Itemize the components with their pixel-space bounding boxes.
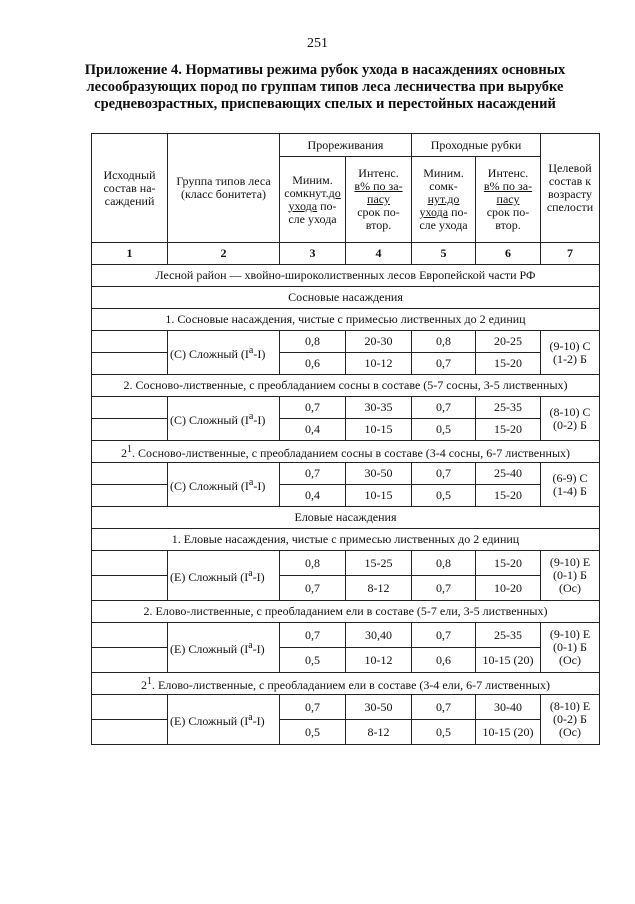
title-line-1: Приложение 4. Нормативы режима рубок ухода в насаждениях основных bbox=[84, 62, 566, 78]
cell: 0,5 bbox=[412, 419, 476, 441]
cell: 10-12 bbox=[346, 648, 412, 673]
title-line-3: средневозрастных, приспевающих спелых и перестойных насаждений bbox=[94, 96, 556, 112]
initial-composition-cell bbox=[92, 419, 168, 441]
target-composition-cell: (6-9) С (1-4) Б bbox=[541, 463, 600, 507]
header-min-closure-thinning: Миним. сомкнут.до ухода по- сле ухода bbox=[280, 157, 346, 243]
column-numbers-row bbox=[92, 243, 600, 265]
table-row bbox=[92, 463, 600, 485]
cell: 0,4 bbox=[280, 485, 346, 507]
initial-composition-cell bbox=[92, 331, 168, 353]
column-number: 2 bbox=[168, 243, 280, 265]
cell: 0,7 bbox=[280, 623, 346, 648]
header-passing-cuts: Проходные рубки bbox=[412, 134, 541, 157]
cell: 0,8 bbox=[412, 331, 476, 353]
header-intensity-thinning: Интенс. в% по за- пасу срок по- втор. bbox=[346, 157, 412, 243]
cell: 0,7 bbox=[412, 695, 476, 720]
cell: 0,8 bbox=[280, 551, 346, 576]
group-title: $2^1$. Сосново-лиственные, с преобладанием сосны в составе (3-4 сосны, 6-7 лиственных) bbox=[92, 441, 600, 463]
cell: 10-15 bbox=[346, 419, 412, 441]
header-initial-composition: Исходный состав на- саждений bbox=[92, 134, 168, 243]
forest-region-row: Лесной район — хвойно-широколиственных лесов Европейской части РФ bbox=[92, 265, 600, 287]
initial-composition-cell bbox=[92, 623, 168, 648]
cell: 30-35 bbox=[346, 397, 412, 419]
initial-composition-cell bbox=[92, 720, 168, 745]
forest-type-cell: (Е) Сложный $(I^а-I)$ bbox=[168, 695, 280, 745]
cell: 0,5 bbox=[280, 648, 346, 673]
cell: 10-15 (20) bbox=[476, 720, 541, 745]
cell: 0,7 bbox=[412, 397, 476, 419]
cell: 25-35 bbox=[476, 623, 541, 648]
forest-type-cell: (С) Сложный $(I^а-I)$ bbox=[168, 463, 280, 507]
cell: 15-25 bbox=[346, 551, 412, 576]
cell: 25-40 bbox=[476, 463, 541, 485]
title-line-2: лесообразующих пород по группам типов леса лесничества при вырубке bbox=[86, 79, 564, 95]
cell: 0,5 bbox=[412, 485, 476, 507]
cell: 15-20 bbox=[476, 353, 541, 375]
page-title bbox=[70, 62, 580, 113]
cell: 15-20 bbox=[476, 551, 541, 576]
table-row bbox=[92, 331, 600, 353]
cell: 8-12 bbox=[346, 720, 412, 745]
forest-type-cell: (С) Сложный $(I^а-I)$ bbox=[168, 397, 280, 441]
table-row bbox=[92, 695, 600, 720]
cell: 30-50 bbox=[346, 463, 412, 485]
cell: 30-40 bbox=[476, 695, 541, 720]
group-title: 1. Еловые насаждения, чистые с примесью лиственных до 2 единиц bbox=[92, 529, 600, 551]
table-row bbox=[92, 551, 600, 576]
initial-composition-cell bbox=[92, 353, 168, 375]
table-row bbox=[92, 623, 600, 648]
page-number: 251 bbox=[307, 36, 328, 51]
cell: 0,7 bbox=[412, 576, 476, 601]
target-composition-cell: (9-10) Е (0-1) Б (Ос) bbox=[541, 623, 600, 673]
cell: 30,40 bbox=[346, 623, 412, 648]
cell: 30-50 bbox=[346, 695, 412, 720]
cell: 20-25 bbox=[476, 331, 541, 353]
cell: 0,7 bbox=[280, 695, 346, 720]
column-number: 1 bbox=[92, 243, 168, 265]
header-thinning: Прореживания bbox=[280, 134, 412, 157]
target-composition-cell: (8-10) Е (0-2) Б (Ос) bbox=[541, 695, 600, 745]
initial-composition-cell bbox=[92, 551, 168, 576]
cell: 0,7 bbox=[280, 463, 346, 485]
cell: 0,8 bbox=[280, 331, 346, 353]
initial-composition-cell bbox=[92, 463, 168, 485]
cell: 0,7 bbox=[280, 397, 346, 419]
column-number: 7 bbox=[541, 243, 600, 265]
cell: 0,5 bbox=[412, 720, 476, 745]
cell: 15-20 bbox=[476, 419, 541, 441]
table-row bbox=[92, 397, 600, 419]
initial-composition-cell bbox=[92, 648, 168, 673]
cell: 0,6 bbox=[280, 353, 346, 375]
cell: 0,7 bbox=[280, 576, 346, 601]
cell: 10-20 bbox=[476, 576, 541, 601]
initial-composition-cell bbox=[92, 485, 168, 507]
norms-table bbox=[91, 133, 600, 745]
cell: 0,8 bbox=[412, 551, 476, 576]
cell: 0,4 bbox=[280, 419, 346, 441]
forest-type-cell: (Е) Сложный $(I^а-I)$ bbox=[168, 551, 280, 601]
initial-composition-cell bbox=[92, 576, 168, 601]
cell: 10-15 (20) bbox=[476, 648, 541, 673]
cell: 0,7 bbox=[412, 353, 476, 375]
group-title: 1. Сосновые насаждения, чистые с примесью лиственных до 2 единиц bbox=[92, 309, 600, 331]
header-min-closure-passing: Миним. сомк- нут.до ухода по- сле ухода bbox=[412, 157, 476, 243]
initial-composition-cell bbox=[92, 695, 168, 720]
initial-composition-cell bbox=[92, 397, 168, 419]
header-forest-type-group: Группа типов леса (класс бонитета) bbox=[168, 134, 280, 243]
cell: 0,5 bbox=[280, 720, 346, 745]
section-heading: Сосновые насаждения bbox=[92, 287, 600, 309]
cell: 15-20 bbox=[476, 485, 541, 507]
column-number: 5 bbox=[412, 243, 476, 265]
cell: 10-15 bbox=[346, 485, 412, 507]
target-composition-cell: (9-10) Е (0-1) Б (Ос) bbox=[541, 551, 600, 601]
cell: 25-35 bbox=[476, 397, 541, 419]
cell: 0,7 bbox=[412, 463, 476, 485]
cell: 8-12 bbox=[346, 576, 412, 601]
column-number: 3 bbox=[280, 243, 346, 265]
target-composition-cell: (9-10) С (1-2) Б bbox=[541, 331, 600, 375]
cell: 0,6 bbox=[412, 648, 476, 673]
forest-type-cell: (С) Сложный $(I^а-I)$ bbox=[168, 331, 280, 375]
group-title: 2. Елово-лиственные, с преобладанием ели в составе (5-7 ели, 3-5 лиственных) bbox=[92, 601, 600, 623]
forest-type-cell: (Е) Сложный $(I^а-I)$ bbox=[168, 623, 280, 673]
group-title: 2. Сосново-лиственные, с преобладанием сосны в составе (5-7 сосны, 3-5 лиственных) bbox=[92, 375, 600, 397]
group-title: $2^1$. Елово-лиственные, с преобладанием ели в составе (3-4 ели, 6-7 лиственных) bbox=[92, 673, 600, 695]
cell: 0,7 bbox=[412, 623, 476, 648]
cell: 10-12 bbox=[346, 353, 412, 375]
target-composition-cell: (8-10) С (0-2) Б bbox=[541, 397, 600, 441]
column-number: 6 bbox=[476, 243, 541, 265]
header-target-composition: Целевой состав к возрасту спелости bbox=[541, 134, 600, 243]
header-intensity-passing: Интенс. в% по за- пасу срок по- втор. bbox=[476, 157, 541, 243]
column-number: 4 bbox=[346, 243, 412, 265]
cell: 20-30 bbox=[346, 331, 412, 353]
section-heading: Еловые насаждения bbox=[92, 507, 600, 529]
